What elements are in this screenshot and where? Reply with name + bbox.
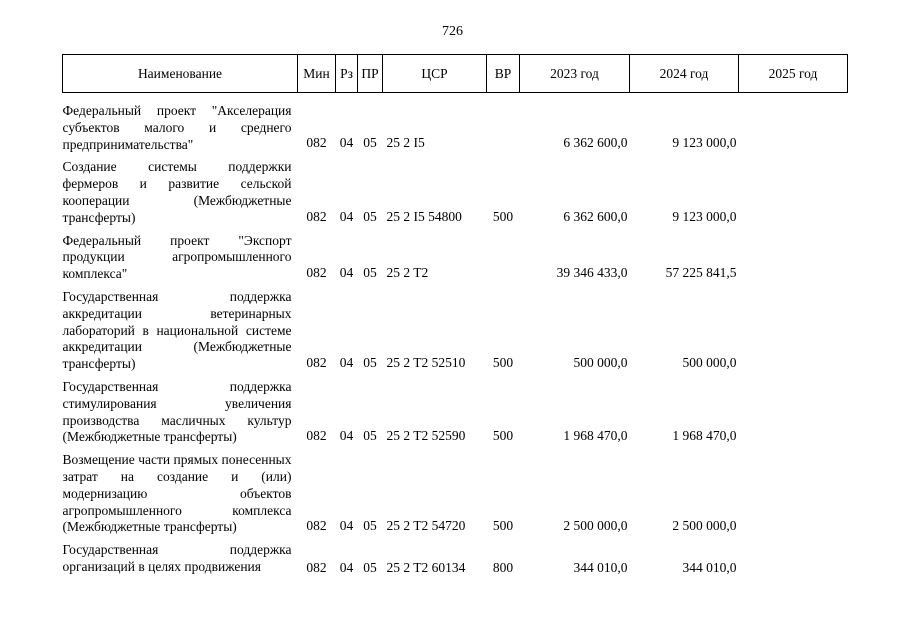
header-2024: 2024 год (630, 55, 739, 93)
budget-table (62, 54, 848, 576)
row-vr (487, 93, 520, 160)
row-pr: 05 (363, 428, 377, 444)
row-vr: 500 (492, 208, 514, 224)
row-2024: 1 968 470,0 (672, 428, 737, 444)
row-pr: 05 (363, 354, 377, 370)
header-csr: ЦСР (383, 55, 487, 93)
row-2024: 57 225 841,5 (665, 264, 737, 280)
row-csr: 25 2 T2 54720 (386, 518, 466, 534)
row-2024: 344 010,0 (682, 559, 737, 575)
row-2025 (739, 233, 848, 289)
row-min: 082 (306, 518, 327, 534)
row-2025 (739, 452, 848, 542)
row-2023: 2 500 000,0 (563, 518, 628, 534)
header-2023: 2023 год (520, 55, 630, 93)
row-2024: 9 123 000,0 (672, 135, 737, 151)
row-min: 082 (306, 264, 327, 280)
row-2023: 6 362 600,0 (563, 208, 628, 224)
row-rz: 04 (339, 518, 354, 534)
header-name: Наименование (63, 55, 298, 93)
row-min: 082 (306, 354, 327, 370)
row-rz: 04 (339, 354, 354, 370)
row-rz: 04 (339, 264, 354, 280)
table-row (63, 159, 848, 232)
row-vr: 500 (492, 518, 514, 534)
row-2024: 9 123 000,0 (672, 208, 737, 224)
row-2023: 344 010,0 (573, 559, 628, 575)
row-csr: 25 2 I5 54800 (386, 208, 462, 224)
row-name: Государственная поддержка аккредитации ветеринарных лабораторий в национальной системе аккредитации (Межбюджетные трансферты) (62, 288, 292, 372)
row-vr: 500 (492, 428, 514, 444)
table-row (63, 542, 848, 576)
header-vr: ВР (487, 55, 520, 93)
row-pr: 05 (363, 559, 377, 575)
row-rz: 04 (339, 559, 354, 575)
row-2023: 1 968 470,0 (563, 428, 628, 444)
row-name: Федеральный проект "Экспорт продукции агропромышленного комплекса" (62, 232, 292, 282)
row-min: 082 (306, 428, 327, 444)
table-row (63, 452, 848, 542)
header-min: Мин (298, 55, 336, 93)
row-csr: 25 2 T2 52510 (386, 354, 466, 370)
row-2025 (739, 379, 848, 452)
header-2025: 2025 год (739, 55, 848, 93)
row-2023: 500 000,0 (573, 354, 628, 370)
row-2023: 39 346 433,0 (556, 264, 628, 280)
row-2024: 500 000,0 (682, 354, 737, 370)
row-2025 (739, 159, 848, 232)
row-vr: 500 (492, 354, 514, 370)
row-min: 082 (306, 208, 327, 224)
row-min: 082 (306, 559, 327, 575)
table-row (63, 233, 848, 289)
row-name: Федеральный проект "Акселерация субъектов малого и среднего предпринимательства" (62, 103, 292, 152)
row-csr: 25 2 I5 (386, 135, 425, 151)
row-rz: 04 (339, 428, 354, 444)
row-2024: 2 500 000,0 (672, 518, 737, 534)
header-pr: ПР (358, 55, 383, 93)
row-name: Возмещение части прямых понесенных затрат на создание и (или) модернизацию объектов агропромышленного комплекса (Межбюджетные трансферты) (62, 452, 292, 535)
table-row (63, 289, 848, 379)
row-name: Создание системы поддержки фермеров и развитие сельской кооперации (Межбюджетные трансферты) (62, 159, 292, 225)
row-csr: 25 2 T2 52590 (386, 428, 466, 444)
row-rz: 04 (339, 208, 354, 224)
row-2025 (739, 542, 848, 576)
table-header-row (63, 55, 848, 93)
row-pr: 05 (363, 208, 377, 224)
row-vr (487, 233, 520, 289)
row-2025 (739, 93, 848, 160)
row-pr: 05 (363, 135, 377, 151)
row-pr: 05 (363, 264, 377, 280)
row-rz: 04 (339, 135, 354, 151)
row-name: Государственная поддержка организаций в целях продвижения (62, 542, 292, 574)
row-csr: 25 2 T2 (386, 264, 429, 280)
row-pr: 05 (363, 518, 377, 534)
table-row (63, 379, 848, 452)
table-row (63, 93, 848, 160)
row-name: Государственная поддержка стимулирования увеличения производства масличных культур (Межбюджетные трансферты) (62, 378, 292, 445)
page-number: 726 (442, 24, 463, 39)
row-min: 082 (306, 135, 327, 151)
row-csr: 25 2 T2 60134 (386, 559, 466, 575)
row-2025 (739, 289, 848, 379)
header-rz: Рз (336, 55, 358, 93)
row-2023: 6 362 600,0 (563, 135, 628, 151)
row-vr: 800 (492, 559, 514, 575)
